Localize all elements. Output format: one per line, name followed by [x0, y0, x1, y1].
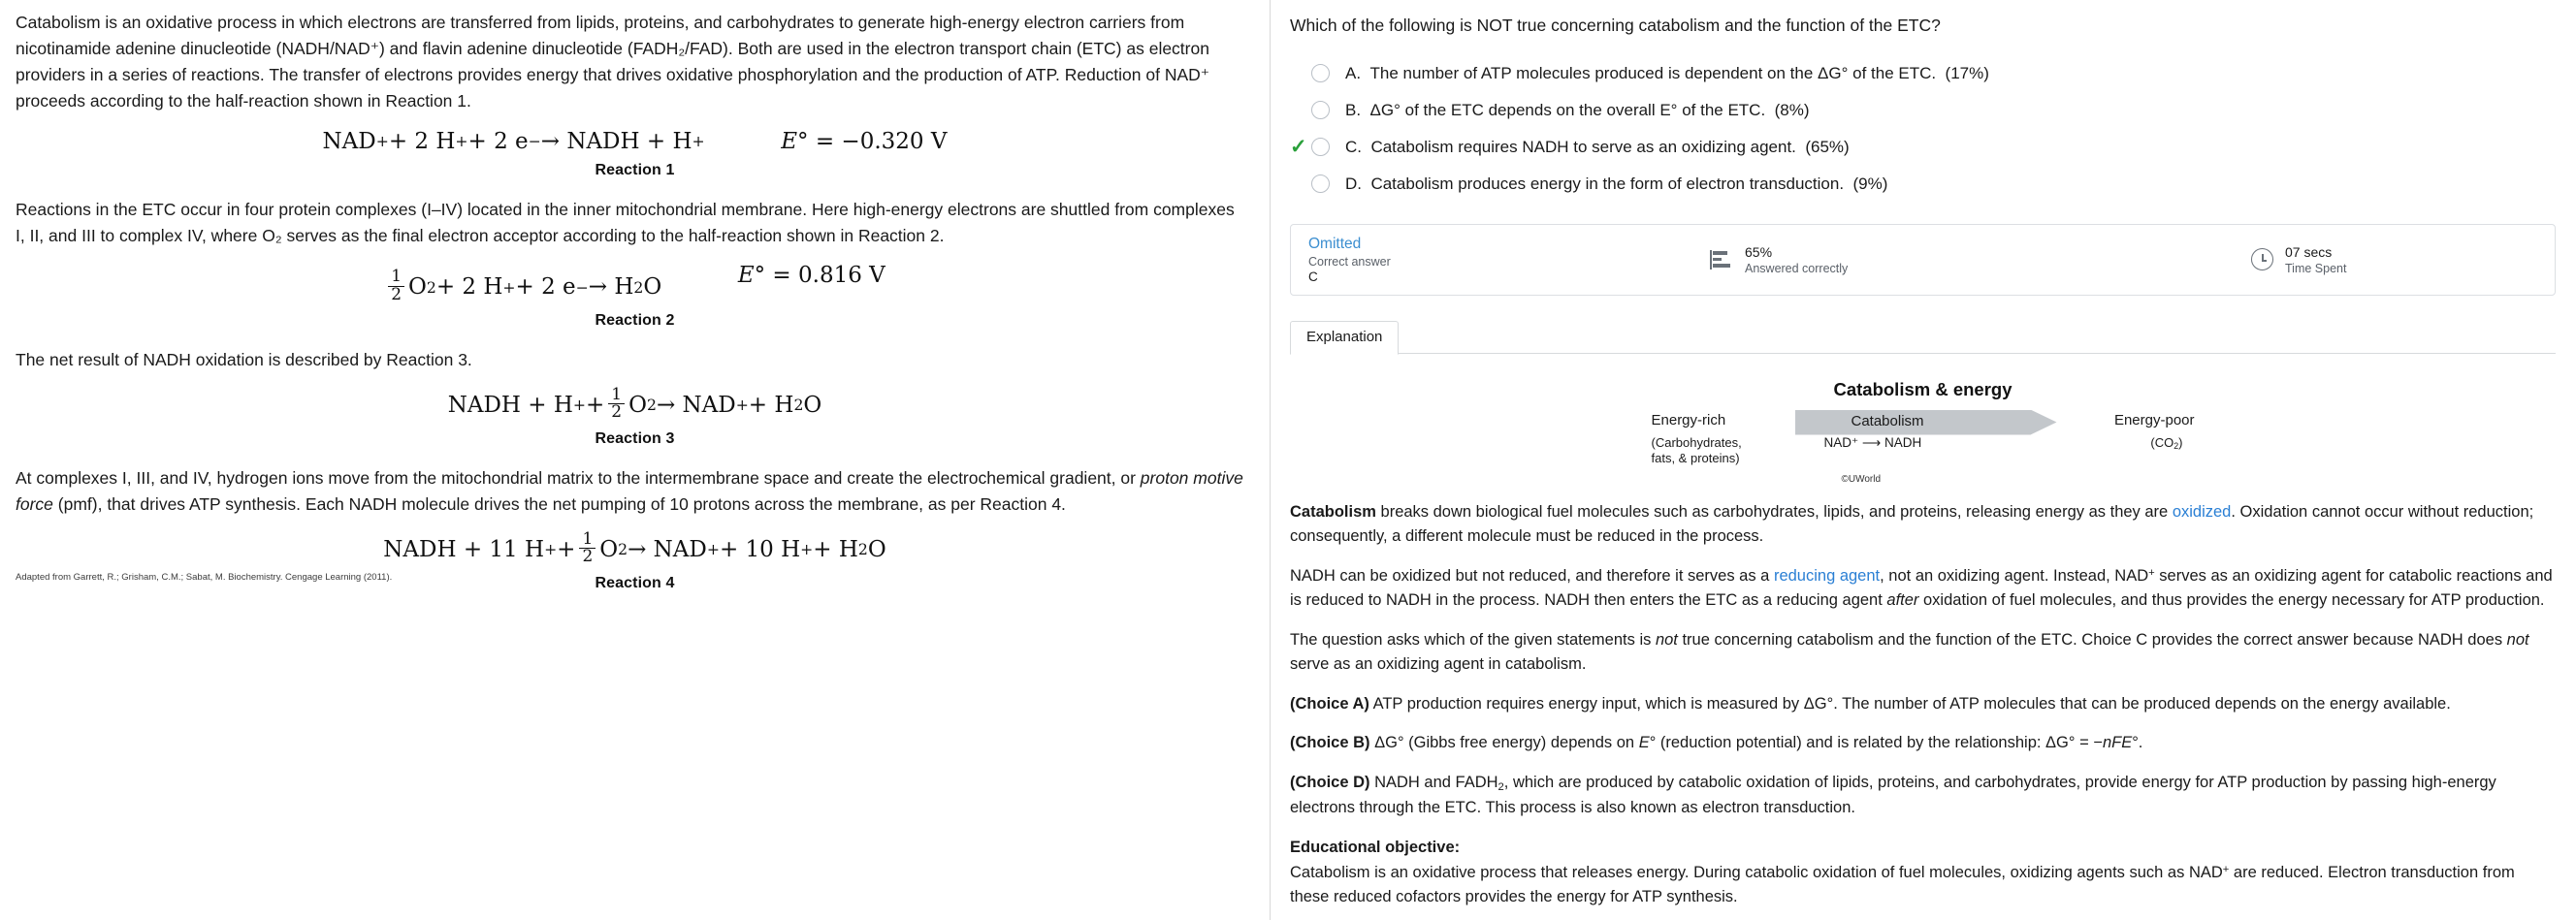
educational-objective-heading: Educational objective: — [1290, 838, 1461, 856]
explanation-paragraph-1: Catabolism breaks down biological fuel molecules such as carbohydrates, lipids, and proteins, releasing energy as they are oxidized. Oxidation cannot occur without reduction; consequently, a different molecule must be reduced in the process. — [1290, 502, 2534, 546]
diagram-right-label: Energy-poor — [2113, 411, 2195, 428]
passage-paragraph-3: The net result of NADH oxidation is described by Reaction 3. — [16, 350, 472, 370]
explanation-paragraph-choice-d: (Choice D) NADH and $FADH_2$, which are produced by catabolic oxidation of lipids, proteins, and carbohydrates, provide energy for ATP production by passing high-energy electrons through the ETC. This process is also known as electron transduction. — [1290, 774, 2496, 817]
choice-row-a[interactable] — [1290, 55, 2556, 92]
passage-pane — [0, 0, 1271, 920]
explanation-paragraph-choice-a: (Choice A) ATP production requires energy input, which is measured by ΔG°. The number of ATP molecules that can be produced depends on the energy available. — [1290, 694, 2451, 713]
passage-credit: Adapted from Garrett, R.; Grisham, C.M.; Sabat, M. Biochemistry. Cengage Learning (2011). — [16, 572, 393, 583]
correct-check-icon: ✓ — [1290, 135, 1307, 158]
diagram-left-sub: (Carbohydrates, fats, & proteins) — [1651, 434, 1742, 466]
catabolism-diagram — [1290, 410, 2556, 486]
explanation-paragraph-3: The question asks which of the given statements is not true concerning catabolism and the function of the ETC. Choice C provides the correct answer because NADH does not serve as an oxidizing agent in catabolism. — [1290, 630, 2529, 674]
time-spent-block — [2251, 244, 2346, 275]
reaction-1-equation: NAD + + 2 H + + 2 e − → NADH + H + E ° = −0.320 V — [322, 128, 948, 154]
passage-paragraph-2: Reactions in the ETC occur in four protein complexes (I–IV) located in the inner mitochondrial membrane. Here high-energy electrons are shuttled from complexes I, II, and III to complex IV, where O₂ serves as the final electron acceptor according to the half-reaction shown in Reaction 2. — [16, 199, 1235, 245]
diagram-left-label: Energy-rich — [1651, 411, 1726, 428]
explanation-paragraph-2: NADH can be oxidized but not reduced, and therefore it serves as a reducing agent, not an oxidizing agent. Instead, NAD+ serves as an oxidizing agent for catabolic reactions and is reduced to NADH in the process. NADH then enters the ETC as a reducing agent after oxidation of fuel molecules, and thus provides the energy necessary for ATP production. — [1290, 566, 2553, 610]
choice-row-d[interactable] — [1290, 166, 2556, 203]
reaction-4-label: Reaction 4 — [595, 575, 675, 592]
reaction-2-equation: $\frac{1}{2}$ O 2 + 2 H + + 2 e − → H 2 O E ° = 0.816 V — [16, 263, 1254, 305]
explanation-body — [1271, 379, 2575, 910]
correct-answer-label: Correct answer — [1308, 254, 1391, 269]
choice-radio-d[interactable] — [1311, 174, 1330, 193]
diagram-center-sub: NAD⁺ ⟶ NADH — [1823, 434, 1922, 450]
choice-radio-a[interactable] — [1311, 64, 1330, 82]
choice-row-c[interactable] — [1290, 129, 2556, 166]
answered-correctly-value: 65% — [1745, 243, 1773, 260]
question-stem: Which of the following is NOT true concerning catabolism and the function of the ETC? — [1290, 16, 1941, 35]
tab-bar — [1290, 321, 2556, 354]
explanation-figure-title: Catabolism & energy — [1833, 378, 2012, 399]
correct-answer-value: C — [1308, 269, 1318, 284]
reaction-2-label: Reaction 2 — [595, 312, 675, 330]
diagram-center-label: Catabolism — [1851, 412, 1924, 429]
stats-bar — [1290, 224, 2556, 296]
answered-correctly-block — [1708, 244, 2251, 275]
reaction-2-potential: E ° = 0.816 V — [737, 262, 886, 288]
choice-label-a: A. The number of ATP molecules produced is dependent on the ΔG° of the ETC. (17%) — [1345, 63, 1989, 82]
time-spent-value: 07 secs — [2285, 243, 2333, 260]
clock-icon — [2251, 248, 2273, 270]
omitted-block — [1291, 236, 1708, 284]
choice-radio-b[interactable] — [1311, 101, 1330, 119]
passage-paragraph-1: Catabolism is an oxidative process in which electrons are transferred from lipids, proteins, and carbohydrates to generate high-energy electron carriers from nicotinamide adenine dinucleotide (NADH/NAD⁺) and flavin adenine dinucleotide (FADH₂/FAD). Both are used in the electron transport chain (ETC) as electron providers in a series of reactions. The transfer of electrons provides energy that drives oxidative phosphorylation and the production of ATP. Reduction of NAD⁺ proceeds according to the half-reaction shown in Reaction 1. — [16, 13, 1210, 111]
tab-explanation[interactable]: Explanation — [1290, 321, 1399, 355]
reaction-3-equation: NADH + H + + $\frac{1}{2}$ O 2 → NAD + + H 2 O — [447, 384, 822, 423]
time-spent-caption: Time Spent — [2285, 261, 2347, 275]
bar-chart-icon — [1708, 247, 1733, 272]
diagram-right-sub: $(CO_2)$ — [2150, 434, 2183, 451]
choice-label-c: C. Catabolism requires NADH to serve as an oxidizing agent. (65%) — [1345, 137, 1850, 156]
omitted-status: Omitted — [1308, 235, 1362, 252]
educational-objective-text: Catabolism is an oxidative process that releases energy. During catabolic oxidation of fuel molecules, oxidizing agents such as NAD+ are reduced. Electron transduction from these reduced cofactors provides the energy for ATP synthesis. — [1290, 863, 2515, 906]
choice-label-d: D. Catabolism produces energy in the form of electron transduction. (9%) — [1345, 174, 1888, 193]
answered-correctly-caption: Answered correctly — [1745, 261, 1849, 275]
reaction-1-label: Reaction 1 — [595, 161, 675, 178]
choice-list — [1271, 55, 2575, 203]
choice-label-b: B. ΔG° of the ETC depends on the overall E° of the ETC. (8%) — [1345, 100, 1810, 119]
diagram-credit: ©UWorld — [1841, 473, 1882, 485]
reaction-1-potential: E ° = −0.320 V — [781, 128, 948, 154]
reaction-4-equation: NADH + 11 H + + $\frac{1}{2}$ O 2 → NAD + + 10 H + + H 2 O — [383, 528, 886, 567]
question-pane — [1271, 0, 2575, 920]
choice-radio-c[interactable] — [1311, 138, 1330, 156]
arrow-icon — [1795, 410, 2057, 435]
reaction-3-label: Reaction 3 — [595, 430, 675, 448]
choice-row-b[interactable] — [1290, 92, 2556, 129]
explanation-paragraph-choice-b: (Choice B) ΔG° (Gibbs free energy) depends on E° (reduction potential) and is related by the relationship: ΔG° = −nFE°. — [1290, 734, 2143, 752]
passage-paragraph-4: At complexes I, III, and IV, hydrogen ions move from the mitochondrial matrix to the intermembrane space and create the electrochemical gradient, or proton motive force (pmf), that drives ATP synthesis. Each NADH molecule drives the net pumping of 10 protons across the membrane, as per Reaction 4. — [16, 468, 1243, 515]
